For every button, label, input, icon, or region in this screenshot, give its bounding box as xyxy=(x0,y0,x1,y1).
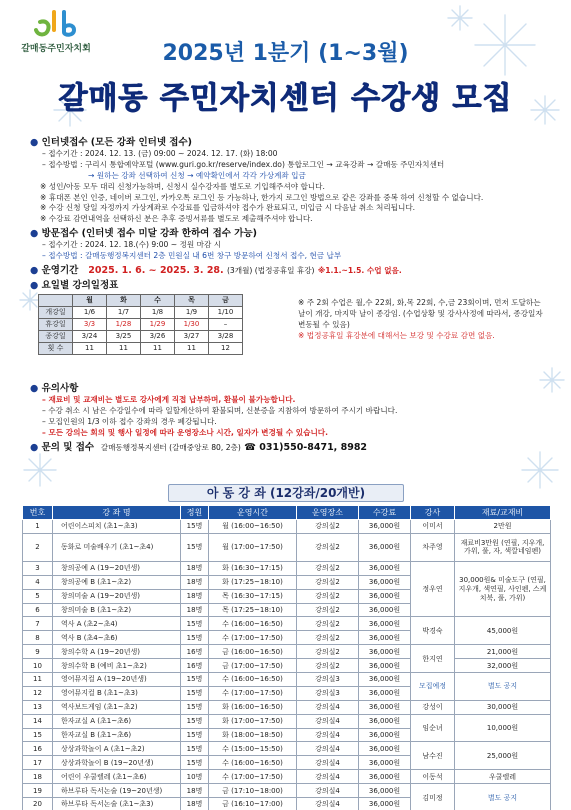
cell-place: 강의실2 xyxy=(297,659,359,673)
schedule-cell: 11 xyxy=(175,342,209,354)
schedule-row-label: 개강일 xyxy=(39,306,73,318)
cell-place: 강의실2 xyxy=(297,617,359,631)
cell-time: 수 (16:00~16:50) xyxy=(209,756,297,770)
schedule-cell: 1/7 xyxy=(107,306,141,318)
cell-teacher: 이동석 xyxy=(411,770,455,784)
bullet-icon: ● xyxy=(30,441,42,453)
cell-name: 창의공예 B (초1~초2) xyxy=(53,575,181,589)
cell-material: 30,000원& 미술도구 (연필, 지우개, 색연필, 사인펜, 스케치북, 풀, 가위) xyxy=(455,561,551,617)
cell-fee: 36,000원 xyxy=(359,756,411,770)
org-name: 갈매동주민자치회 xyxy=(21,44,91,54)
cell-time: 수 (17:00~17:50) xyxy=(209,770,297,784)
table-row xyxy=(23,700,551,714)
schedule-table xyxy=(38,294,243,355)
cell-time: 수 (17:00~17:50) xyxy=(209,631,297,645)
cell-teacher: 정우연 xyxy=(411,561,455,617)
cell-no: 3 xyxy=(23,561,53,575)
period-suffix: (3개월) (법정공휴일 휴강) xyxy=(226,266,315,275)
schedule-note: ※ 주 2회 수업은 월,수 22회, 화,목 22회, 수,금 23회이며, 먼저 도달하는 날이 개강, 마지막 날이 종강임. (수업상황 및 강사사정에 따라서, 종강일자 변동될 수 있음) xyxy=(298,297,543,329)
cell-capacity: 15명 xyxy=(181,700,209,714)
cell-time: 금 (17:00~17:50) xyxy=(209,659,297,673)
online-note: ※ 수강 신청 당일 자정까지 가상계좌로 수강료를 입금하셔야 접수가 완료되고, 미입금 시 다음날 취소 처리됩니다. xyxy=(40,203,416,213)
table-row xyxy=(23,561,551,575)
schedule-cell: 3/26 xyxy=(141,330,175,342)
page-title: 갈매동 주민자치센터 수강생 모집 xyxy=(58,81,513,116)
cell-place: 강의실4 xyxy=(297,798,359,810)
notice-item: – 수강 취소 시 남은 수강일수에 따라 일할계산하여 환불되며, 신분증을 지참하여 방문하여 주시기 바랍니다. xyxy=(42,406,398,416)
cell-fee: 36,000원 xyxy=(359,770,411,784)
cell-name: 어린이스피치 (초1~초3) xyxy=(53,520,181,534)
cell-no: 15 xyxy=(23,728,53,742)
cell-name: 창의수학 A (19~20년생) xyxy=(53,645,181,659)
schedule-cell: 11 xyxy=(73,342,107,354)
schedule-row xyxy=(39,342,243,354)
cell-no: 2 xyxy=(23,533,53,561)
cell-name: 영어뮤지컬 A (19~20년생) xyxy=(53,673,181,687)
cell-no: 9 xyxy=(23,645,53,659)
cell-teacher: 임순녀 xyxy=(411,714,455,742)
cell-teacher: 한지연 xyxy=(411,645,455,673)
cell-place: 강의실4 xyxy=(297,770,359,784)
visit-method: – 접수방법 : 갈매동행정복지센터 2층 민원실 내 6번 창구 방문하여 신청서 접수, 현금 납부 xyxy=(42,251,342,261)
cell-place: 강의실2 xyxy=(297,645,359,659)
schedule-heading: ● 요일별 강의일정표 xyxy=(30,280,119,292)
cell-place: 강의실2 xyxy=(297,575,359,589)
cell-place: 강의실4 xyxy=(297,784,359,798)
contact-phone: ☎ 031)550-8471, 8982 xyxy=(244,441,368,453)
cell-capacity: 10명 xyxy=(181,770,209,784)
cell-capacity: 18명 xyxy=(181,589,209,603)
cell-capacity: 15명 xyxy=(181,673,209,687)
online-note: ※ 성인/아동 모두 대리 신청가능하며, 신청시 실수강자를 별도로 기입해주셔야 합니다. xyxy=(40,181,325,191)
cell-fee: 36,000원 xyxy=(359,533,411,561)
schedule-cell: 1/9 xyxy=(175,306,209,318)
table-row xyxy=(23,784,551,798)
cell-time: 화 (16:30~17:15) xyxy=(209,561,297,575)
schedule-row-label: 횟 수 xyxy=(39,342,73,354)
cell-name: 창의미술 A (19~20년생) xyxy=(53,589,181,603)
cell-fee: 36,000원 xyxy=(359,631,411,645)
cell-capacity: 18명 xyxy=(181,575,209,589)
cell-place: 강의실3 xyxy=(297,673,359,687)
col-header-fee: 수강료 xyxy=(359,506,411,520)
cell-time: 화 (17:25~18:10) xyxy=(209,575,297,589)
cell-place: 강의실2 xyxy=(297,589,359,603)
cell-material: 21,000원 xyxy=(455,645,551,659)
cell-no: 7 xyxy=(23,617,53,631)
bullet-icon: ● xyxy=(30,265,42,276)
table-row xyxy=(23,533,551,561)
cell-time: 화 (18:00~18:50) xyxy=(209,728,297,742)
table-row xyxy=(23,645,551,659)
visit-heading: ● 방문접수 (인터넷 접수 미달 강좌 한하여 접수 가능) xyxy=(30,227,257,239)
page-subtitle: 2025년 1분기 (1~3월) xyxy=(162,41,409,66)
table-row xyxy=(23,673,551,687)
cell-fee: 36,000원 xyxy=(359,700,411,714)
col-header-material: 재료/교재비 xyxy=(455,506,551,520)
schedule-cell: 1/8 xyxy=(141,306,175,318)
cell-material: 25,000원 xyxy=(455,742,551,770)
cell-capacity: 15명 xyxy=(181,756,209,770)
schedule-cell: 1/6 xyxy=(73,306,107,318)
col-header-name: 강 좌 명 xyxy=(53,506,181,520)
cell-time: 목 (17:25~18:10) xyxy=(209,603,297,617)
period-heading: ● 운영기간 2025. 1. 6. ~ 2025. 3. 28. (3개월) (법정공휴일 휴강) ※1.1.~1.5. 수업 없음. xyxy=(30,265,402,276)
cell-capacity: 15명 xyxy=(181,714,209,728)
cell-material: 우쿨렐레 xyxy=(455,770,551,784)
cell-capacity: 16명 xyxy=(181,659,209,673)
info-section xyxy=(30,134,550,454)
cell-name: 창의미술 B (초1~초2) xyxy=(53,603,181,617)
table-row xyxy=(23,742,551,756)
cell-time: 금 (16:10~17:00) xyxy=(209,798,297,810)
cell-material: 별도 공지 xyxy=(455,673,551,701)
cell-name: 영어뮤지컬 B (초1~초3) xyxy=(53,686,181,700)
table-row xyxy=(23,714,551,728)
online-method-2: → 원하는 강좌 선택하여 신청 → 예약확인에서 각각 가상계좌 입금 xyxy=(88,171,306,181)
cell-capacity: 18명 xyxy=(181,798,209,810)
cell-time: 월 (17:00~17:50) xyxy=(209,533,297,561)
cell-no: 12 xyxy=(23,686,53,700)
cell-material: 45,000원 xyxy=(455,617,551,645)
cell-place: 강의실4 xyxy=(297,714,359,728)
cell-time: 월 (16:00~16:50) xyxy=(209,520,297,534)
cell-time: 수 (17:00~17:50) xyxy=(209,686,297,700)
cell-teacher: 강성이 xyxy=(411,700,455,714)
online-heading: ● 인터넷접수 (모든 강좌 인터넷 접수) xyxy=(30,137,193,148)
contact-heading: ● 문의 및 접수 갈매동행정복지센터 (갈매중앙로 80, 2층) ☎ 031)550-8471, 8982 xyxy=(30,441,368,453)
cell-fee: 36,000원 xyxy=(359,645,411,659)
visit-period: – 접수기간 : 2024. 12. 18.(수) 9:00 ~ 정원 마감 시 xyxy=(42,240,222,250)
cell-fee: 36,000원 xyxy=(359,659,411,673)
bullet-icon: ● xyxy=(30,280,42,292)
schedule-header-cell: 월 xyxy=(73,294,107,306)
cell-capacity: 15명 xyxy=(181,728,209,742)
schedule-cell: 1/29 xyxy=(141,318,175,330)
cell-capacity: 15명 xyxy=(181,686,209,700)
cell-time: 금 (16:00~16:50) xyxy=(209,645,297,659)
cell-fee: 36,000원 xyxy=(359,561,411,575)
col-header-teacher: 강사 xyxy=(411,506,455,520)
schedule-cell: 1/28 xyxy=(107,318,141,330)
schedule-cell: 1/30 xyxy=(175,318,209,330)
cell-name: 창의수학 B (예비 초1~초2) xyxy=(53,659,181,673)
cell-fee: 36,000원 xyxy=(359,686,411,700)
notice-item: – 모집인원의 1/3 이하 접수 강좌의 경우 폐강됩니다. xyxy=(42,417,217,427)
cell-fee: 36,000원 xyxy=(359,714,411,728)
schedule-row xyxy=(39,330,243,342)
cell-time: 금 (17:10~18:00) xyxy=(209,784,297,798)
bullet-icon: ● xyxy=(30,227,42,239)
table-row xyxy=(23,770,551,784)
cell-time: 목 (16:30~17:15) xyxy=(209,589,297,603)
cell-fee: 36,000원 xyxy=(359,603,411,617)
cell-material: 30,000원 xyxy=(455,700,551,714)
cell-no: 6 xyxy=(23,603,53,617)
cell-place: 강의실4 xyxy=(297,742,359,756)
schedule-row-label: 종강일 xyxy=(39,330,73,342)
schedule-header-row xyxy=(39,294,243,306)
cell-material: 32,000원 xyxy=(455,659,551,673)
cell-place: 강의실2 xyxy=(297,603,359,617)
schedule-cell: 3/24 xyxy=(73,330,107,342)
cell-fee: 36,000원 xyxy=(359,728,411,742)
cell-capacity: 15명 xyxy=(181,742,209,756)
period-note: ※1.1.~1.5. 수업 없음. xyxy=(317,266,402,275)
kids-section-banner: 아 동 강 좌 (12강좌/20개반) xyxy=(168,484,404,502)
schedule-cell: 12 xyxy=(209,342,243,354)
cell-place: 강의실4 xyxy=(297,756,359,770)
cell-place: 강의실3 xyxy=(297,686,359,700)
schedule-header-cell: 목 xyxy=(175,294,209,306)
cell-teacher: 박경숙 xyxy=(411,617,455,645)
schedule-cell: 11 xyxy=(107,342,141,354)
cell-no: 1 xyxy=(23,520,53,534)
cell-name: 창의공예 A (19~20년생) xyxy=(53,561,181,575)
cell-material: 2만원 xyxy=(455,520,551,534)
schedule-cell: 3/3 xyxy=(73,318,107,330)
cell-material: 별도 공지 xyxy=(455,784,551,810)
cell-no: 4 xyxy=(23,575,53,589)
online-note: ※ 휴대폰 본인 인증, 네이버 로그인, 카카오톡 로그인 등 가능하나, 한가지 로그인 방법으로 같은 강좌를 중복 하여 신청할 수 없습니다. xyxy=(40,192,484,202)
cell-fee: 36,000원 xyxy=(359,673,411,687)
online-period: – 접수기간 : 2024. 12. 13. (금) 09:00 ~ 2024. 12. 17. (화) 18:00 xyxy=(42,149,278,159)
cell-fee: 36,000원 xyxy=(359,784,411,798)
schedule-note-holiday: ※ 법정공휴일 휴강분에 대해서는 보강 및 수강료 감면 없음. xyxy=(298,330,495,340)
col-header-place: 운영장소 xyxy=(297,506,359,520)
cell-time: 화 (16:00~16:50) xyxy=(209,700,297,714)
cell-name: 상상과학놀이 B (19~20년생) xyxy=(53,756,181,770)
cell-fee: 36,000원 xyxy=(359,617,411,631)
cell-no: 5 xyxy=(23,589,53,603)
col-header-no: 번호 xyxy=(23,506,53,520)
cell-name: 상상과학놀이 A (초1~초2) xyxy=(53,742,181,756)
cell-no: 19 xyxy=(23,784,53,798)
cell-capacity: 15명 xyxy=(181,520,209,534)
table-row xyxy=(23,659,551,673)
cell-place: 강의실2 xyxy=(297,561,359,575)
cell-capacity: 18명 xyxy=(181,603,209,617)
cell-no: 18 xyxy=(23,770,53,784)
table-row xyxy=(23,520,551,534)
cell-teacher: 이미서 xyxy=(411,520,455,534)
schedule-header-cell: 화 xyxy=(107,294,141,306)
schedule-row xyxy=(39,318,243,330)
cell-capacity: 18명 xyxy=(181,784,209,798)
cell-fee: 36,000원 xyxy=(359,520,411,534)
cell-fee: 36,000원 xyxy=(359,798,411,810)
cell-material: 재료비3만원 (연필, 지우개, 가위, 풀, 자, 색깔네임펜) xyxy=(455,533,551,561)
cell-place: 강의실4 xyxy=(297,700,359,714)
cell-name: 역사보드게임 (초1~초2) xyxy=(53,700,181,714)
cell-teacher: 김미정 xyxy=(411,784,455,810)
cell-name: 한자교실 B (초1~초6) xyxy=(53,728,181,742)
cell-time: 수 (15:00~15:50) xyxy=(209,742,297,756)
schedule-cell: 3/28 xyxy=(209,330,243,342)
cell-teacher: 모집예정 xyxy=(411,673,455,701)
schedule-row xyxy=(39,306,243,318)
cell-no: 10 xyxy=(23,659,53,673)
cell-name: 한자교실 A (초1~초6) xyxy=(53,714,181,728)
cell-place: 강의실2 xyxy=(297,533,359,561)
cell-fee: 36,000원 xyxy=(359,575,411,589)
schedule-notes xyxy=(298,297,550,341)
cell-name: 하브루타 독서논술 (초1~초3) xyxy=(53,798,181,810)
contact-place: 갈매동행정복지센터 (갈매중앙로 80, 2층) xyxy=(100,442,241,452)
schedule-row-label: 휴강일 xyxy=(39,318,73,330)
cell-fee: 36,000원 xyxy=(359,589,411,603)
table-row xyxy=(23,617,551,631)
cell-no: 17 xyxy=(23,756,53,770)
schedule-cell: 3/25 xyxy=(107,330,141,342)
cell-no: 14 xyxy=(23,714,53,728)
notice-item: – 모든 강의는 회의 및 행사 일정에 따라 운영장소나 시간, 일자가 변경될 수 있습니다. xyxy=(42,427,329,437)
schedule-cell: 11 xyxy=(141,342,175,354)
cell-name: 역사 A (초2~초4) xyxy=(53,617,181,631)
notice-item: – 재료비 및 교재비는 별도로 강사에게 직접 납부하며, 환불이 불가능합니다. xyxy=(42,395,296,405)
cell-capacity: 15명 xyxy=(181,617,209,631)
cell-no: 8 xyxy=(23,631,53,645)
cell-place: 강의실2 xyxy=(297,631,359,645)
bullet-icon: ● xyxy=(30,137,42,148)
cell-time: 수 (16:00~16:50) xyxy=(209,673,297,687)
schedule-cell: – xyxy=(209,318,243,330)
period-dates: 2025. 1. 6. ~ 2025. 3. 28. xyxy=(88,265,224,276)
col-header-capacity: 정원 xyxy=(181,506,209,520)
cell-name: 어린이 우쿨렐레 (초1~초6) xyxy=(53,770,181,784)
cell-capacity: 15명 xyxy=(181,533,209,561)
cell-no: 20 xyxy=(23,798,53,810)
cell-capacity: 15명 xyxy=(181,631,209,645)
schedule-header-cell xyxy=(39,294,73,306)
cell-teacher: 차주영 xyxy=(411,533,455,561)
cell-capacity: 18명 xyxy=(181,561,209,575)
online-method: – 접수방법 : 구리시 통합예약포털 (www.guri.go.kr/reserve/index.do) 통합로그인 → 교육강좌 → 갈매동 주민자치센터 xyxy=(42,160,445,170)
cell-name: 동화로 미술배우기 (초1~초4) xyxy=(53,533,181,561)
cell-no: 13 xyxy=(23,700,53,714)
schedule-header-cell: 금 xyxy=(209,294,243,306)
course-header-row xyxy=(23,506,551,520)
notice-heading: ● 유의사항 xyxy=(30,382,79,394)
bullet-icon: ● xyxy=(30,382,42,394)
col-header-time: 운영시간 xyxy=(209,506,297,520)
cell-name: 하브루타 독서논술 (19~20년생) xyxy=(53,784,181,798)
kids-course-table xyxy=(22,505,551,810)
cell-time: 수 (16:00~16:50) xyxy=(209,617,297,631)
cell-place: 강의실4 xyxy=(297,728,359,742)
schedule-header-cell: 수 xyxy=(141,294,175,306)
cell-capacity: 16명 xyxy=(181,645,209,659)
cell-time: 화 (17:00~17:50) xyxy=(209,714,297,728)
cell-no: 16 xyxy=(23,742,53,756)
schedule-cell: 1/10 xyxy=(209,306,243,318)
cell-name: 역사 B (초4~초6) xyxy=(53,631,181,645)
cell-place: 강의실2 xyxy=(297,520,359,534)
cell-no: 11 xyxy=(23,673,53,687)
cell-teacher: 남수진 xyxy=(411,742,455,770)
schedule-cell: 3/27 xyxy=(175,330,209,342)
schedule-block xyxy=(30,294,550,380)
cell-material: 10,000원 xyxy=(455,714,551,742)
online-note: ※ 수강료 감면내역을 선택하신 분은 추후 증빙서류를 별도로 제출해주셔야 합니다. xyxy=(40,214,313,224)
cell-fee: 36,000원 xyxy=(359,742,411,756)
